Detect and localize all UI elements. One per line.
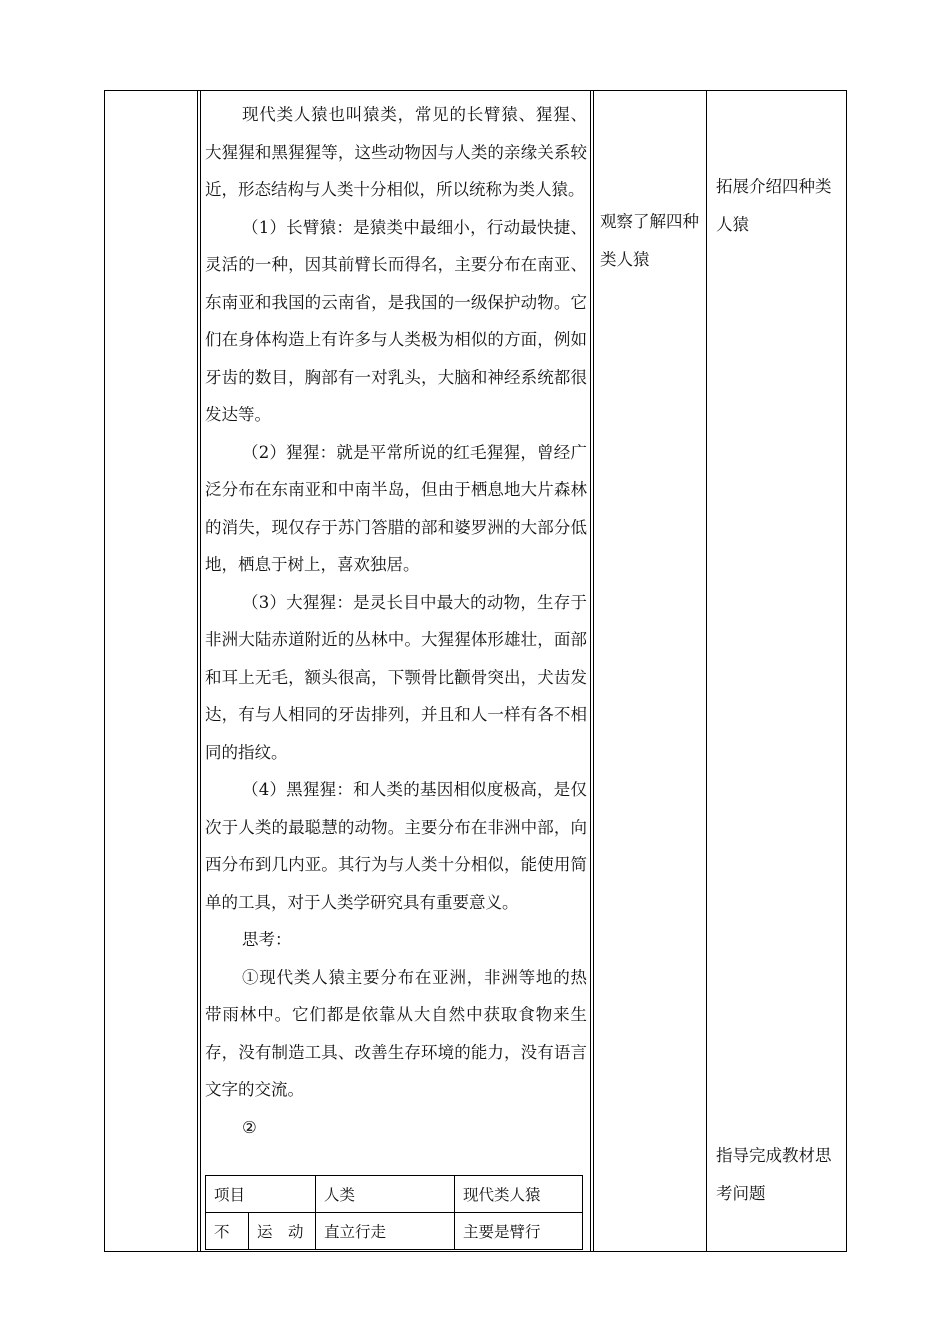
table-bottom-border — [104, 1251, 847, 1252]
row-label-b: 运 动 — [249, 1213, 316, 1250]
chimp-paragraph: （4）黑猩猩：和人类的基因相似度极高，是仅次于人类的最聪慧的动物。主要分布在非洲中部，向西分布到几内亚。其行为与人类十分相似，能使用简单的工具，对于人类学研究具有重要意义。 — [205, 780, 587, 912]
table-left-border — [104, 90, 105, 1252]
gibbon-paragraph: （1）长臂猿：是猿类中最细小，行动最快捷、灵活的一种，因其前臂长而得名，主要分布在南亚、东南亚和我国的云南省，是我国的一级保护动物。它们在身体构造上有许多与人类极为相似的方面，例如牙齿的数目，胸部有一对乳头，大脑和神经系统都很发达等。 — [205, 217, 587, 424]
row-label-a: 不 — [206, 1213, 249, 1250]
think-label: 思考： — [242, 930, 292, 949]
gorilla-paragraph: （3）大猩猩：是灵长目中最大的动物，生存于非洲大陆赤道附近的丛林中。大猩猩体形雄壮，面部和耳上无毛，额头很高，下颚骨比颧骨突出，犬齿发达，有与人相同的牙齿排列，并且和人一样有各不相同的指纹。 — [205, 592, 587, 762]
column-divider-3 — [706, 90, 707, 1252]
student-activity: 观察了解四种类人猿 — [600, 212, 699, 269]
header-item: 项目 — [206, 1176, 316, 1213]
comparison-table — [205, 1175, 583, 1250]
table-top-border — [104, 90, 847, 91]
comparison-header-row — [206, 1176, 583, 1213]
answer-1-paragraph: ①现代类人猿主要分布在亚洲，非洲等地的热带雨林中。它们都是依靠从大自然中获取食物来生存，没有制造工具、改善生存环境的能力，没有语言文字的交流。 — [205, 967, 587, 1099]
column-divider-1b — [200, 90, 201, 1252]
teaching-content — [205, 96, 587, 1146]
header-human: 人类 — [316, 1176, 455, 1213]
teacher-note-2: 指导完成教材思考问题 — [716, 1146, 832, 1203]
table-right-border — [846, 90, 847, 1252]
column-divider-2 — [590, 90, 591, 1252]
header-ape: 现代类人猿 — [455, 1176, 583, 1213]
answer-2-marker: ② — [242, 1117, 257, 1137]
orangutan-paragraph: （2）猩猩：就是平常所说的红毛猩猩，曾经广泛分布在东南亚和中南半岛，但由于栖息地大片森林的消失，现仅存于苏门答腊的部和婆罗洲的大部分低地，栖息于树上，喜欢独居。 — [205, 442, 587, 574]
comparison-row — [206, 1213, 583, 1250]
column-divider-1 — [197, 90, 198, 1252]
intro-paragraph: 现代类人猿也叫猿类，常见的长臂猿、猩猩、大猩猩和黑猩猩等，这些动物因与人类的亲缘关系较近，形态结构与人类十分相似，所以统称为类人猿。 — [205, 105, 587, 199]
column-divider-2b — [593, 90, 594, 1252]
row-human: 直立行走 — [316, 1213, 455, 1250]
row-ape: 主要是臂行 — [455, 1213, 583, 1250]
teacher-note-1: 拓展介绍四种类人猿 — [716, 177, 832, 234]
